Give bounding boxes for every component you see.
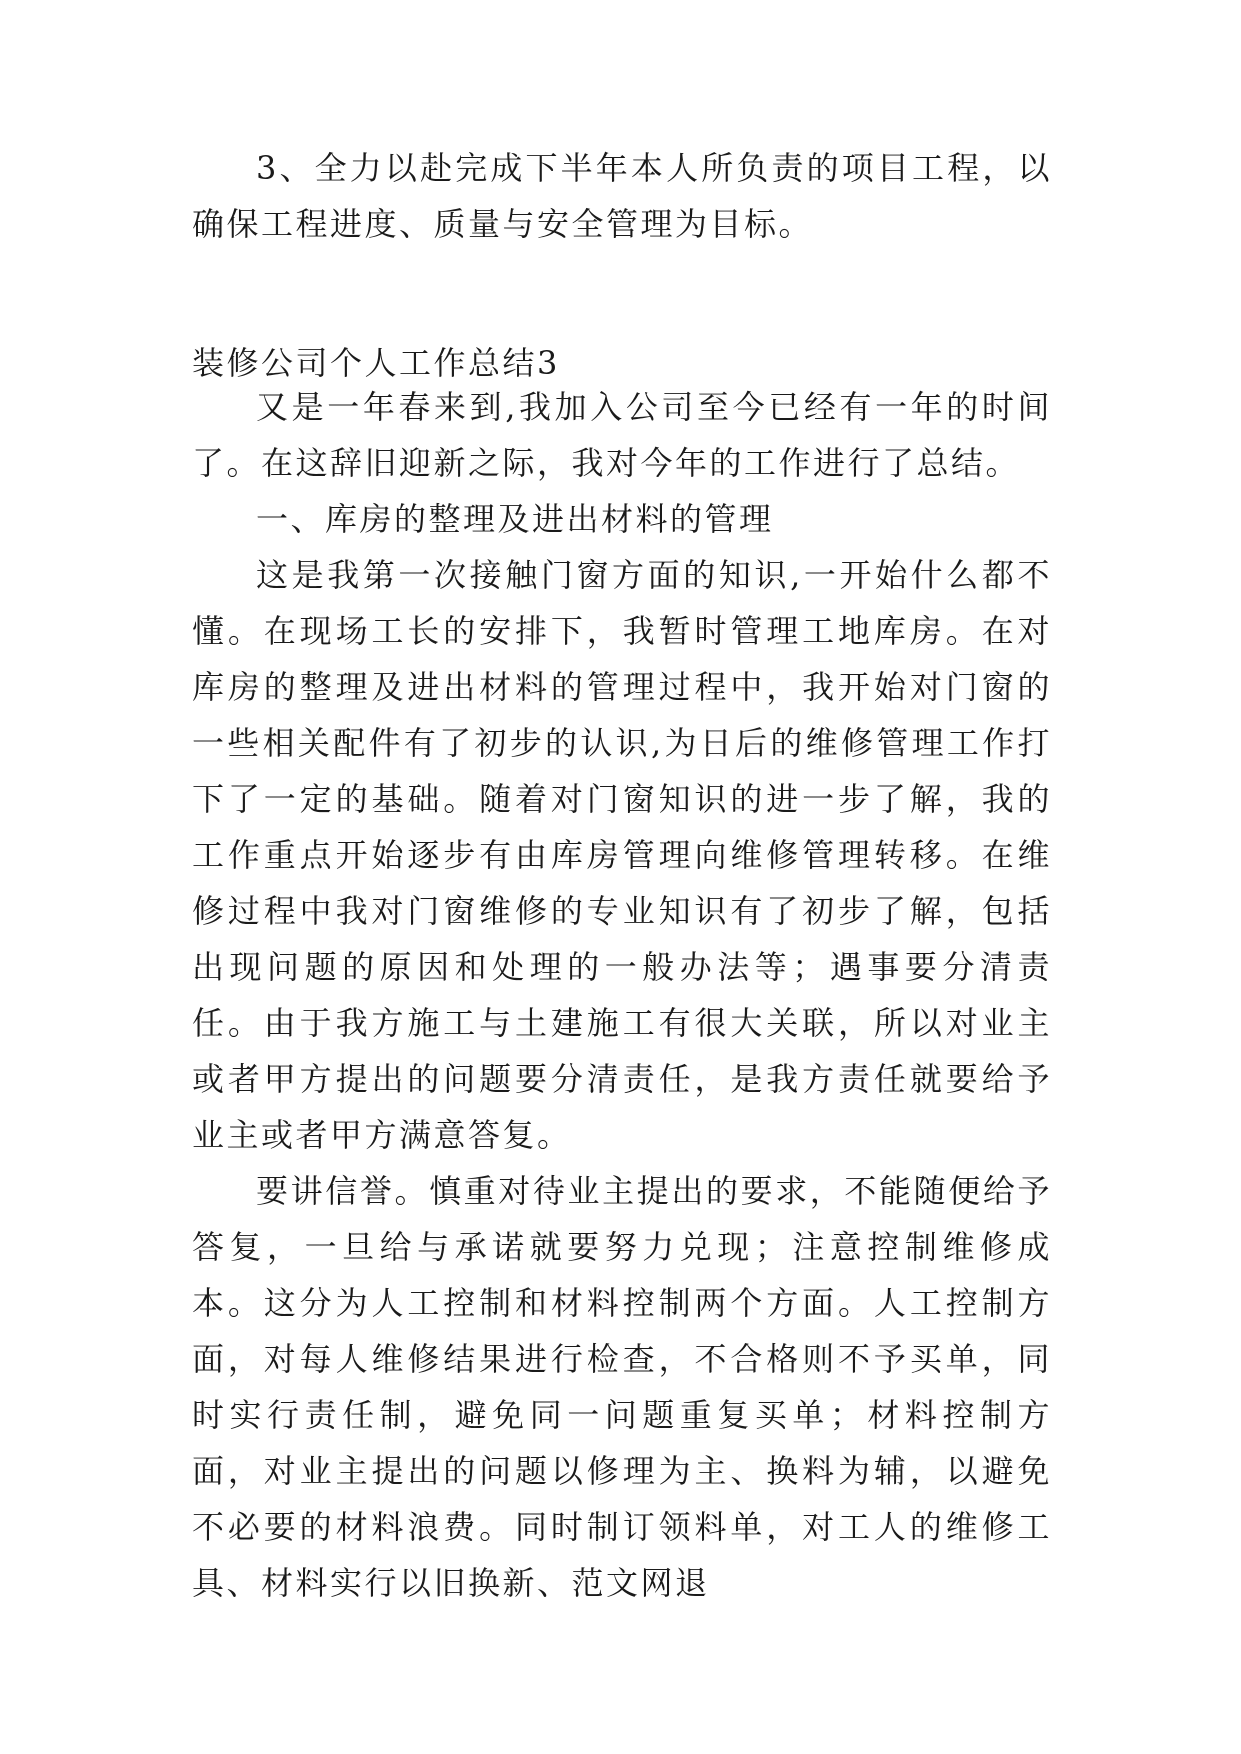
section-title: 装修公司个人工作总结3 — [192, 344, 560, 382]
body-paragraph: 又是一年春来到,我加入公司至今已经有一年的时间了。在这辞旧迎新之际，我对今年的工作进行了总结。 — [192, 388, 1052, 482]
body-paragraph: 这是我第一次接触门窗方面的知识,一开始什么都不懂。在现场工长的安排下，我暂时管理工地库房。在对库房的整理及进出材料的管理过程中，我开始对门窗的一些相关配件有了初步的认识,为日后的维修管理工作打下了一定的基础。随着对门窗知识的进一步了解，我的工作重点开始逐步有由库房管理向维修管理转移。在维修过程中我对门窗维修的专业知识有了初步了解，包括出现问题的原因和处理的一般办法等；遇事要分清责任。由于我方施工与土建施工有很大关联，所以对业主或者甲方提出的问题要分清责任，是我方责任就要给予业主或者甲方满意答复。 — [192, 556, 1052, 1154]
body-block — [192, 379, 1052, 1611]
intro-block — [192, 140, 1052, 252]
intro-paragraph: 3、全力以赴完成下半年本人所负责的项目工程，以确保工程进度、质量与安全管理为目标。 — [192, 149, 1052, 243]
subsection-heading: 一、库房的整理及进出材料的管理 — [256, 500, 774, 538]
body-paragraph: 要讲信誉。慎重对待业主提出的要求，不能随便给予答复，一旦给与承诺就要努力兑现；注意控制维修成本。这分为人工控制和材料控制两个方面。人工控制方面，对每人维修结果进行检查，不合格则不予买单，同时实行责任制，避免同一问题重复买单；材料控制方面，对业主提出的问题以修理为主、换料为辅，以避免不必要的材料浪费。同时制订领料单，对工人的维修工具、材料实行以旧换新、范文网退 — [192, 1172, 1052, 1602]
